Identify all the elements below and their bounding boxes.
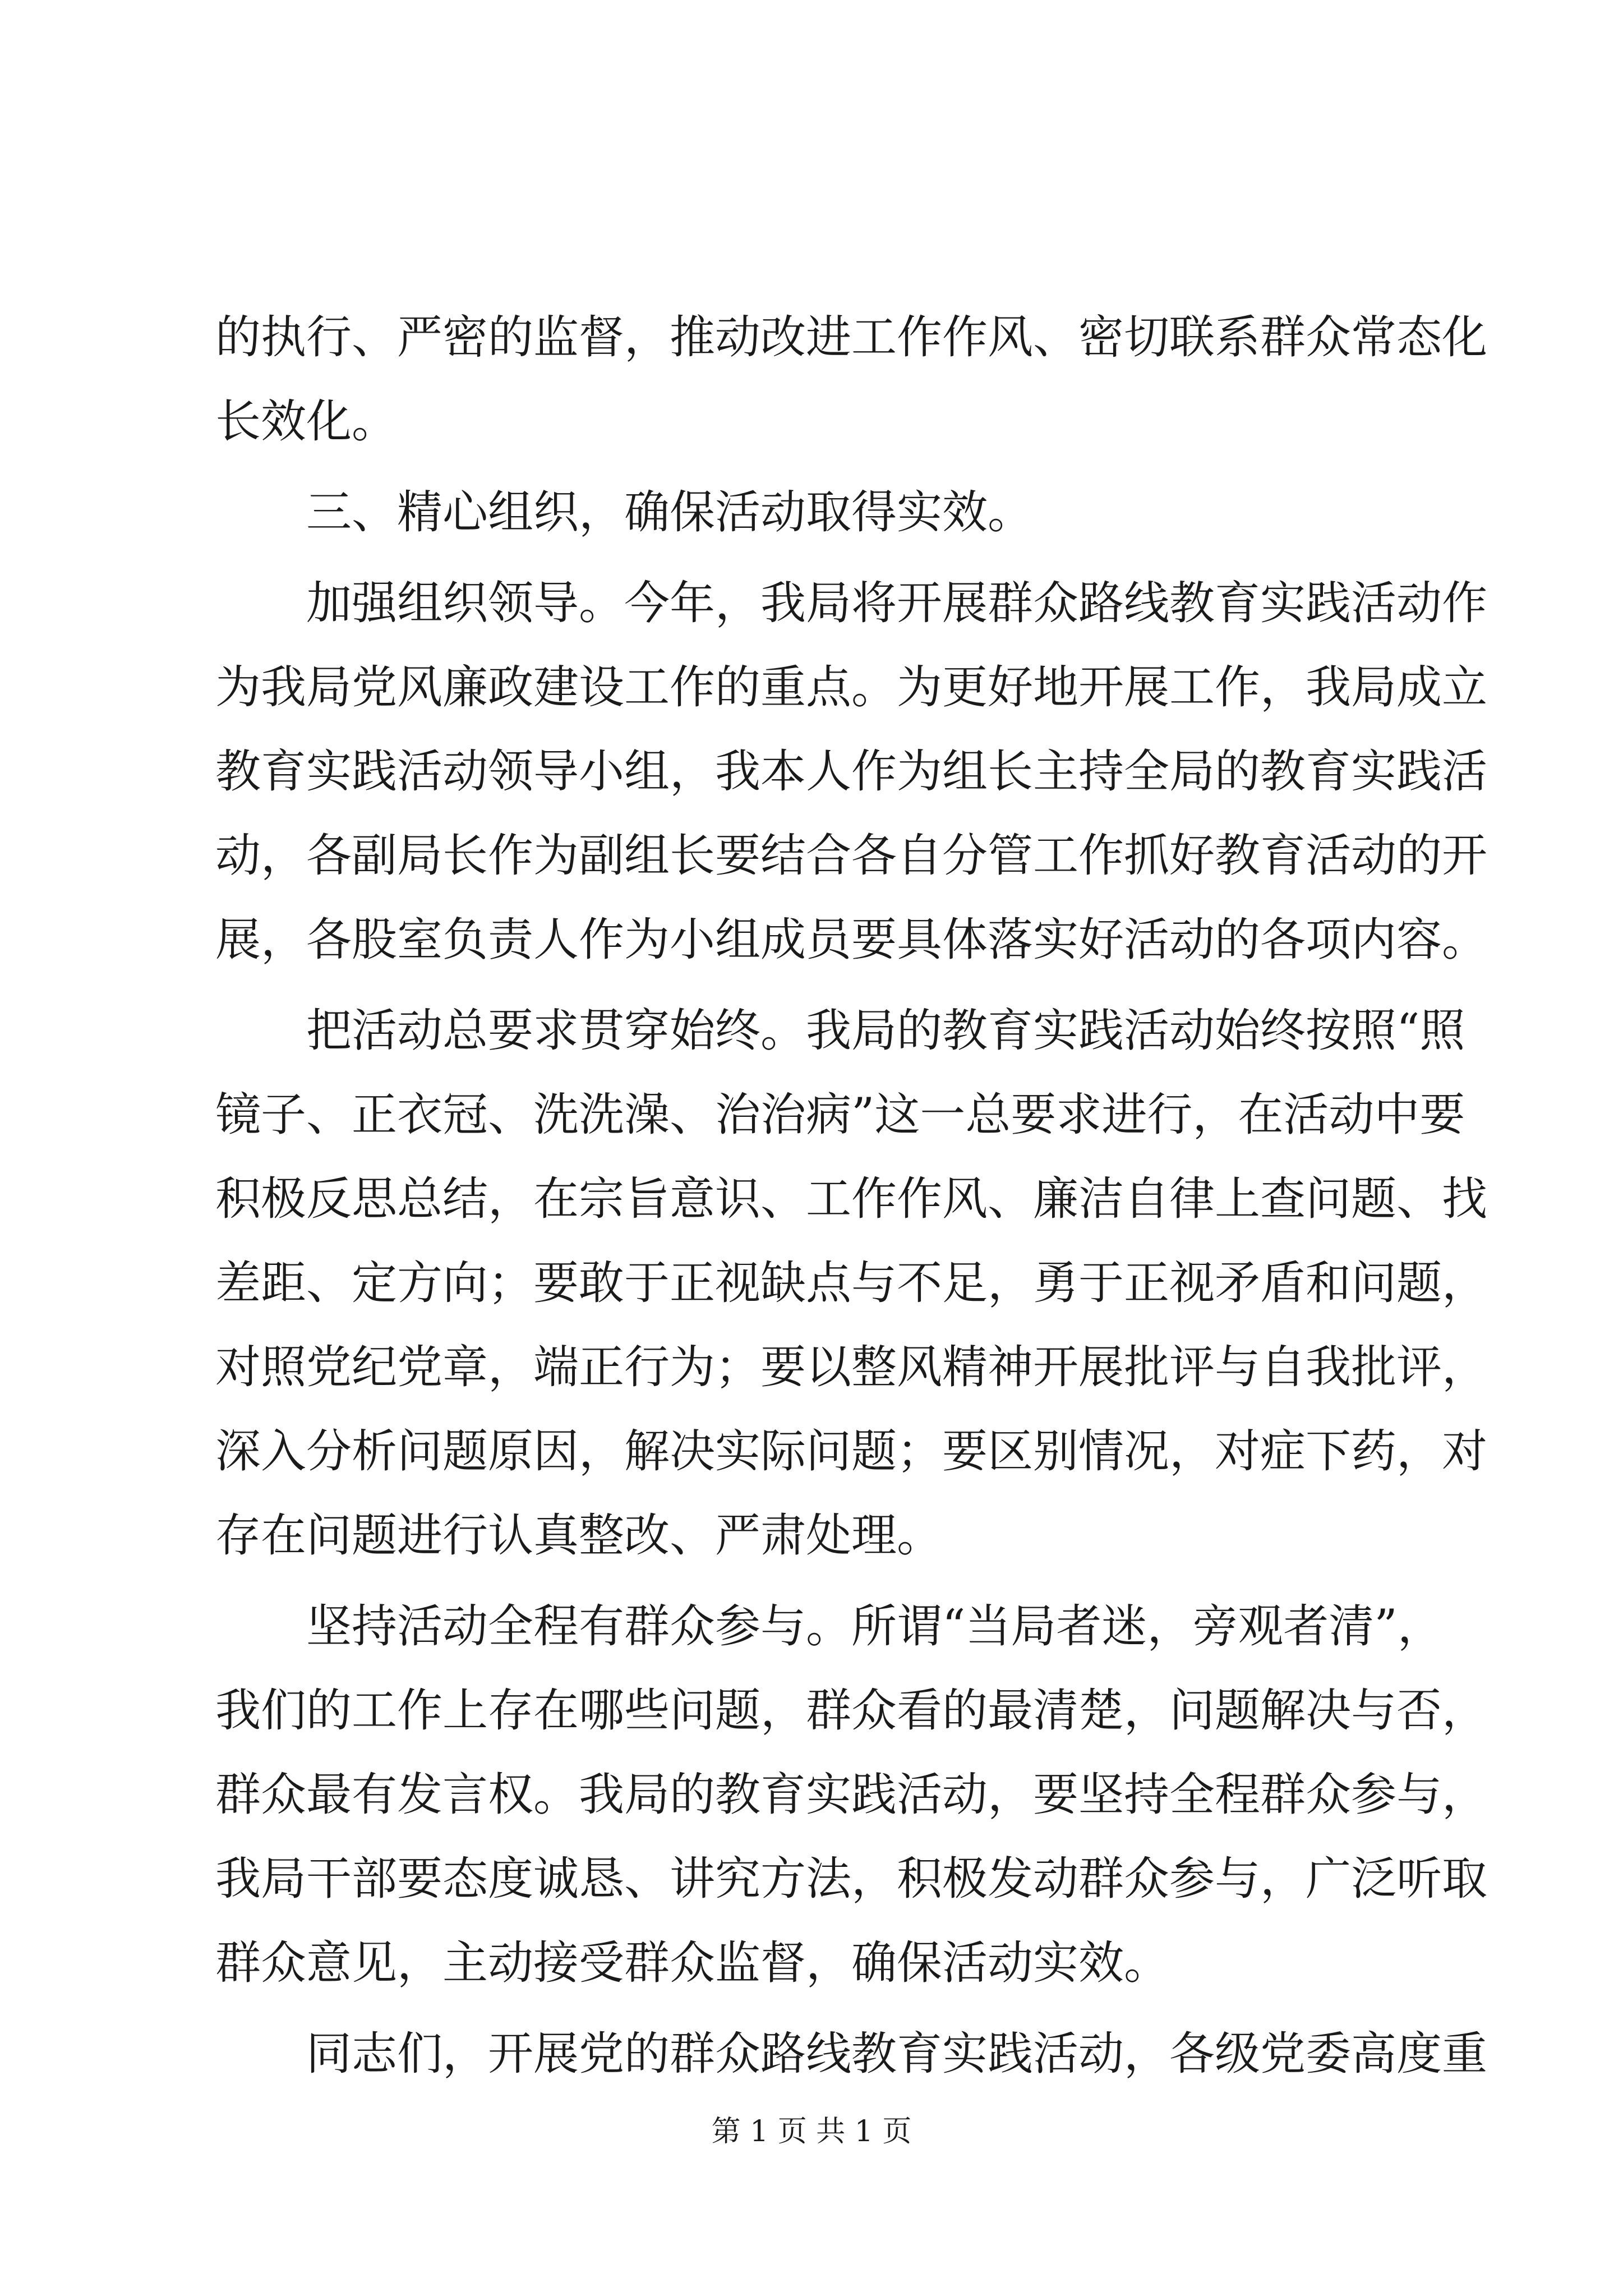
- text-line: 坚持活动全程有群众参与。所谓“当局者迷，旁观者清”，: [306, 1600, 1443, 1653]
- text-line: 我局干部要态度诚恳、讲究方法，积极发动群众参与，广泛听取: [215, 1853, 1488, 1906]
- paragraph: [215, 989, 1488, 1578]
- text-line: 积极反思总结，在宗旨意识、工作作风、廉洁自律上查问题、找: [215, 1173, 1488, 1226]
- text-line: 差距、定方向；要敢于正视缺点与不足，勇于正视矛盾和问题，: [215, 1257, 1488, 1310]
- text-line: 深入分析问题原因，解决实际问题；要区别情况，对症下药，对: [215, 1425, 1488, 1478]
- text-line: 动，各副局长作为副组长要结合各自分管工作抓好教育活动的开: [215, 830, 1488, 882]
- text-line: 镜子、正衣冠、洗洗澡、治治病”这一总要求进行，在活动中要: [215, 1089, 1465, 1142]
- text-line: 同志们，开展党的群众路线教育实践活动，各级党委高度重: [306, 2028, 1488, 2081]
- text-line: 群众最有发言权。我局的教育实践活动，要坚持全程群众参与，: [215, 1769, 1488, 1821]
- text-line: 群众意见，主动接受群众监督，确保活动实效。: [215, 1937, 1170, 1990]
- paragraph: [215, 2012, 1488, 2096]
- text-line: 为我局党风廉政建设工作的重点。为更好地开展工作，我局成立: [215, 661, 1488, 714]
- text-line: 把活动总要求贯穿始终。我局的教育实践活动始终按照“照: [306, 1005, 1465, 1057]
- text-line: 三、精心组织，确保活动取得实效。: [306, 486, 1034, 539]
- text-line: 对照党纪党章，端正行为；要以整风精神开展批评与自我批评，: [215, 1341, 1488, 1394]
- paragraph: [215, 562, 1488, 982]
- text-line: 加强组织领导。今年，我局将开展群众路线教育实践活动作: [306, 577, 1488, 630]
- document-body: [215, 296, 1488, 2096]
- page-number: 第 1 页 共 1 页: [711, 2115, 912, 2148]
- page-footer: [0, 2112, 1623, 2151]
- text-line: 教育实践活动领导小组，我本人作为组长主持全局的教育实践活: [215, 746, 1488, 798]
- text-line: 的执行、严密的监督，推动改进工作作风、密切联系群众常态化: [215, 311, 1488, 364]
- text-line: 存在问题进行认真整改、严肃处理。: [215, 1510, 943, 1562]
- text-line: 展，各股室负责人作为小组成员要具体落实好活动的各项内容。: [215, 914, 1488, 967]
- paragraph: [215, 296, 1488, 464]
- paragraph: [215, 1585, 1488, 2005]
- text-line: 长效化。: [215, 395, 398, 448]
- section-heading: [215, 471, 1438, 555]
- text-line: 我们的工作上存在哪些问题，群众看的最清楚，问题解决与否，: [215, 1685, 1488, 1737]
